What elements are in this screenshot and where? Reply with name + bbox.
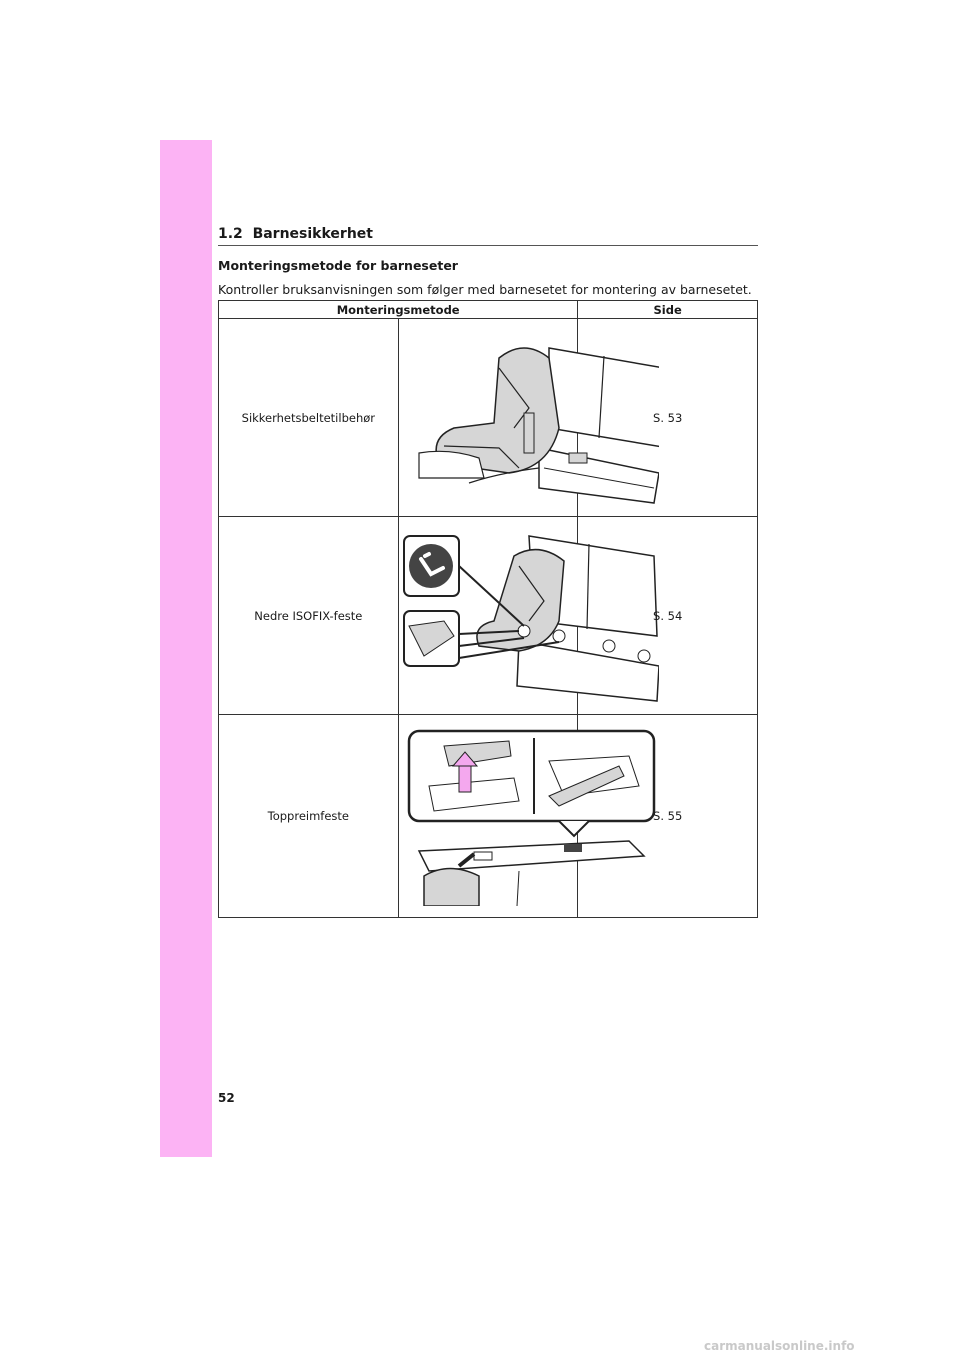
intro-text: Kontroller bruksanvisningen som følger med barnesetet for montering av barnesetet. bbox=[218, 282, 752, 297]
subheading: Monteringsmetode for barneseter bbox=[218, 258, 458, 273]
page-ref: S. 53 bbox=[578, 319, 758, 517]
isofix-illustration bbox=[398, 517, 578, 715]
method-label: Sikkerhetsbeltetilbehør bbox=[219, 319, 399, 517]
header-page: Side bbox=[578, 301, 758, 319]
page-ref: S. 55 bbox=[578, 715, 758, 918]
isofix-anchor-image bbox=[399, 526, 659, 706]
table-row bbox=[219, 517, 758, 715]
section-heading bbox=[218, 226, 758, 246]
footer-watermark: carmanualsonline.info bbox=[704, 1339, 855, 1353]
top-tether-illustration bbox=[398, 715, 578, 918]
chapter-side-tab bbox=[160, 140, 212, 1157]
section-number: 1.2 bbox=[218, 226, 243, 242]
table-row bbox=[219, 319, 758, 517]
section-title: Barnesikkerhet bbox=[252, 226, 373, 242]
page-number: 52 bbox=[218, 1091, 235, 1105]
installation-methods-table bbox=[218, 300, 758, 918]
seatbelt-illustration bbox=[398, 319, 578, 517]
header-method: Monteringsmetode bbox=[219, 301, 578, 319]
method-label: Nedre ISOFIX-feste bbox=[219, 517, 399, 715]
method-label: Toppreimfeste bbox=[219, 715, 399, 918]
page-ref: S. 54 bbox=[578, 517, 758, 715]
table-row bbox=[219, 715, 758, 918]
table-header-row bbox=[219, 301, 758, 319]
